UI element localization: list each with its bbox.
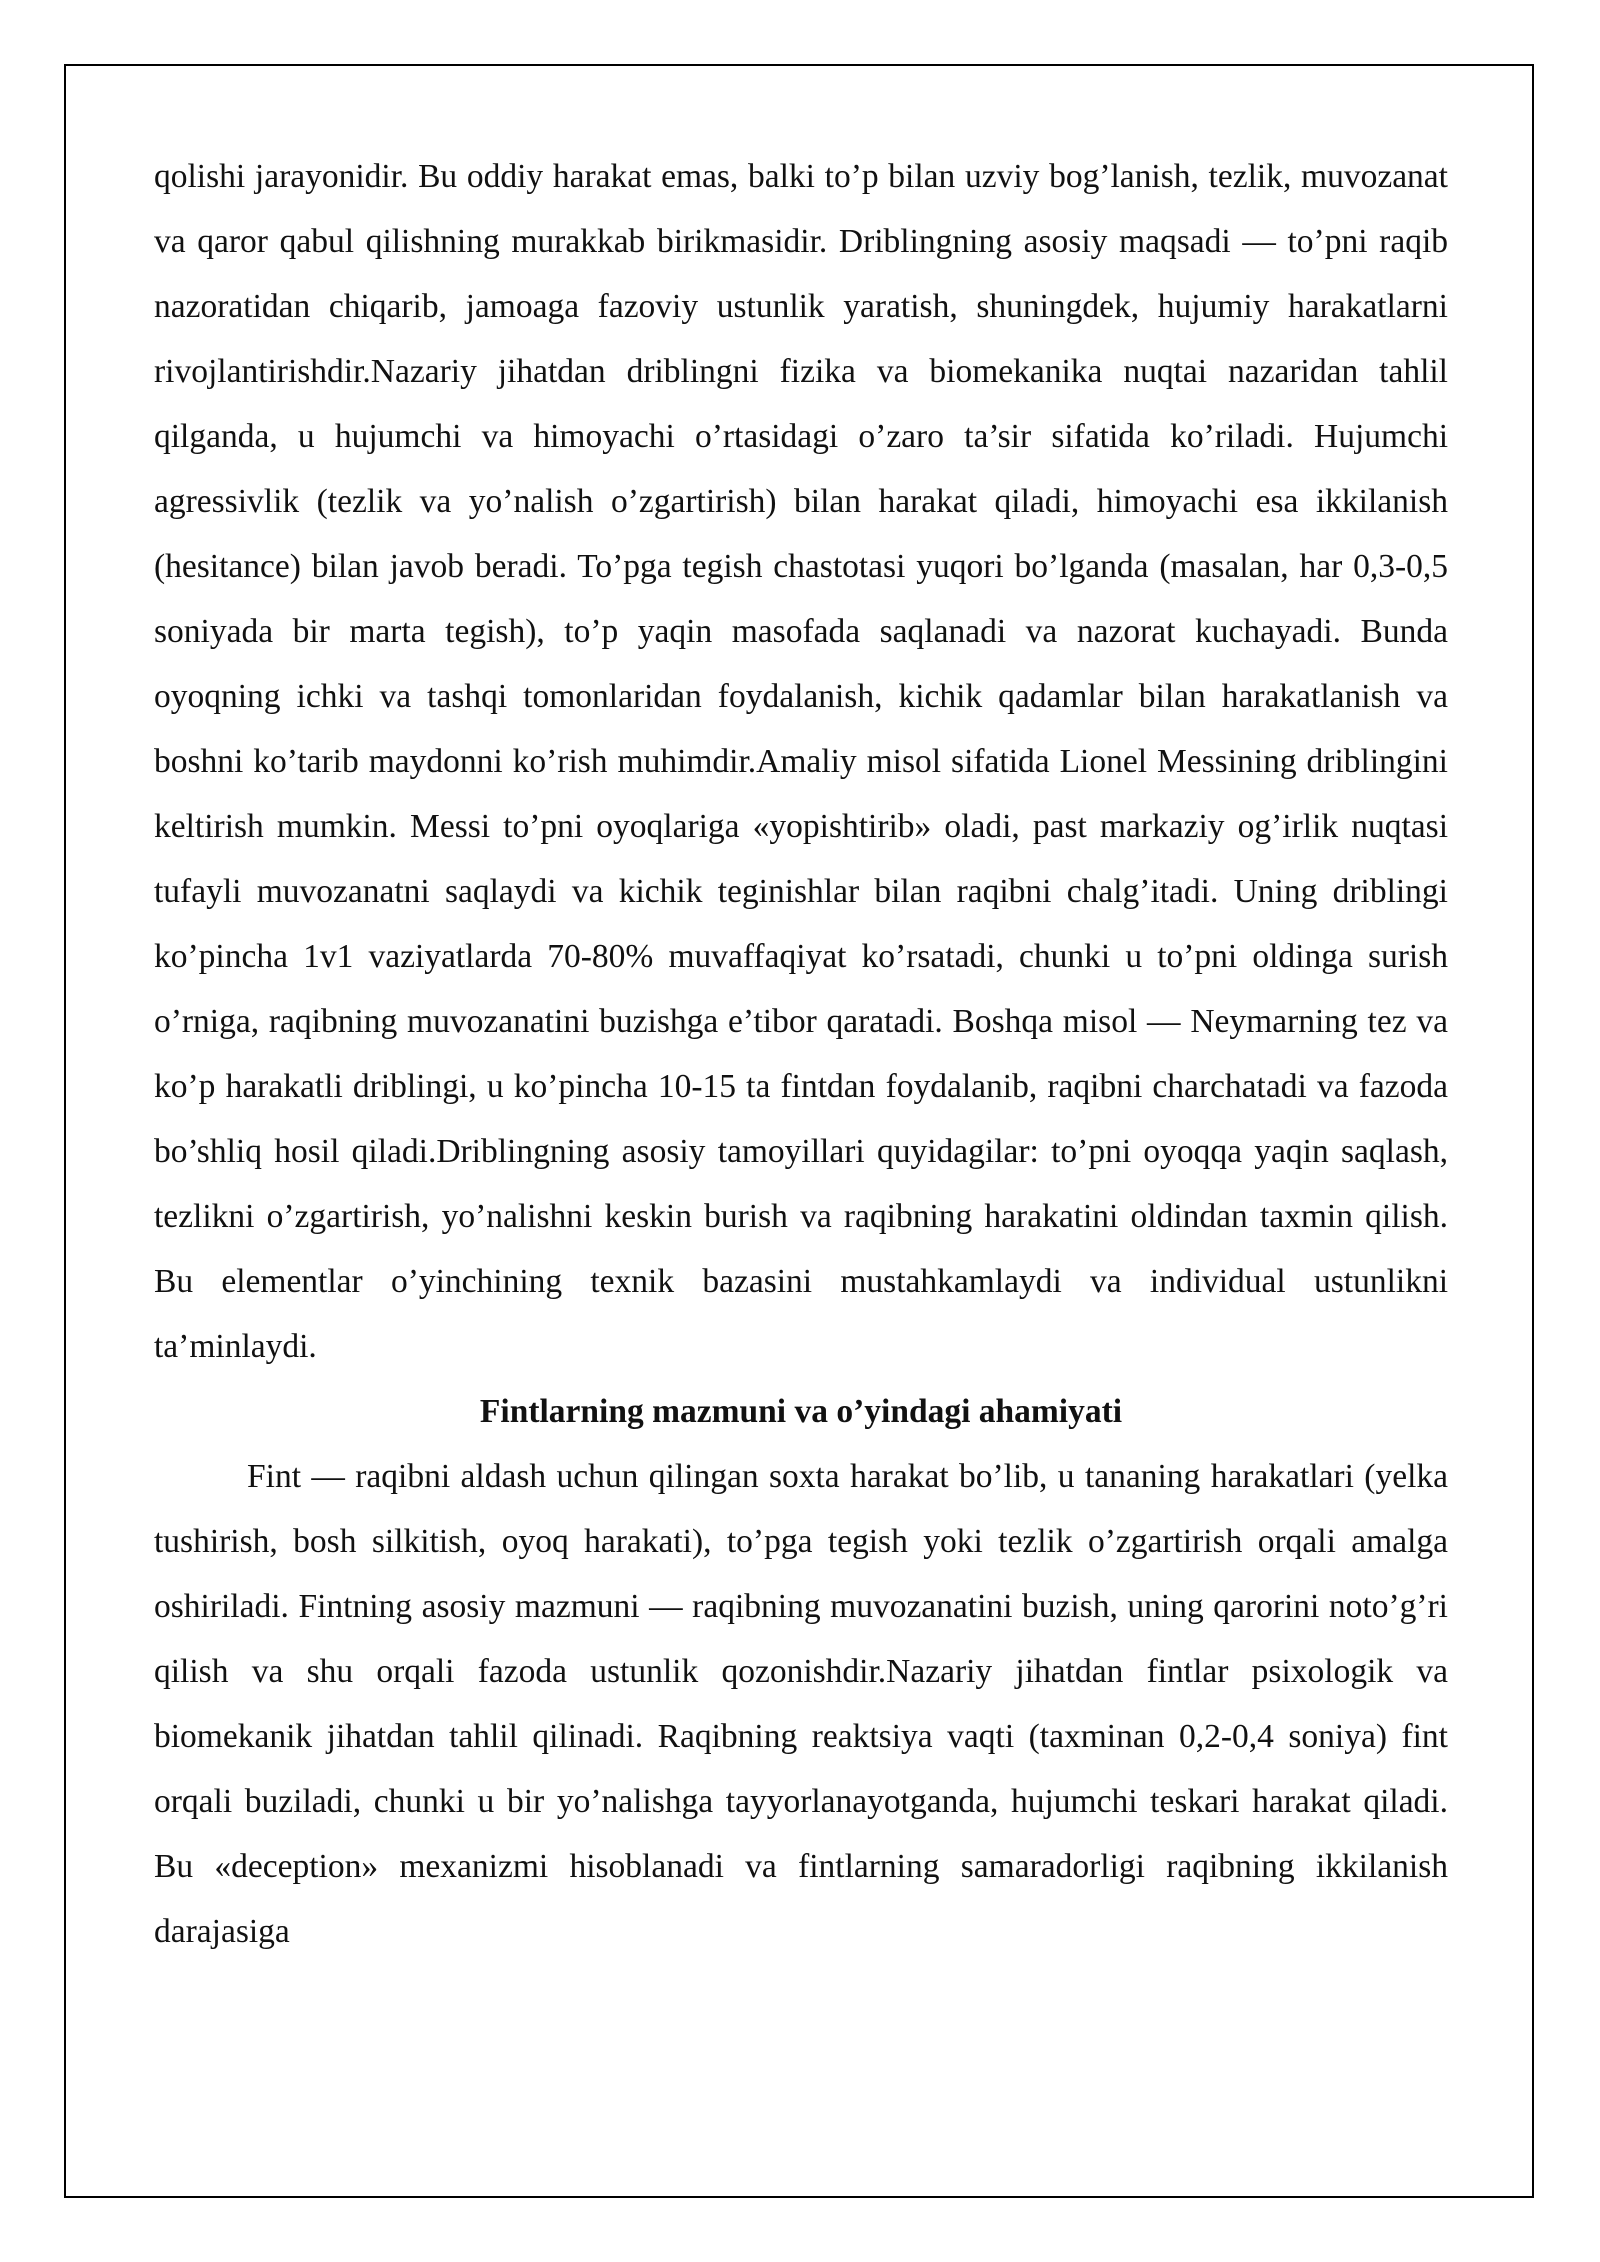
document-body [154, 144, 1448, 1964]
section-heading: Fintlarning mazmuni va o’yindagi ahamiyati [479, 1393, 1123, 1430]
body-paragraph-dribbling: qolishi jarayonidir. Bu oddiy harakat emas, balki to’p bilan uzviy bog’lanish, tezlik, muvozanat va qaror qabul qilishning murakkab birikmasidir. Driblingning asosiy maqsadi — to’pni raqib nazoratidan chiqarib, jamoaga fazoviy ustunlik yaratish, shuningdek, hujumiy harakatlarni rivojlantirishdir.Nazariy jihatdan driblingni fizika va biomekanika nuqtai nazaridan tahlil qilganda, u hujumchi va himoyachi o’rtasidagi o’zaro ta’sir sifatida ko’riladi. Hujumchi agressivlik (tezlik va yo’nalish o’zgartirish) bilan harakat qiladi, himoyachi esa ikkilanish (hesitance) bilan javob beradi. To’pga tegish chastotasi yuqori bo’lganda (masalan, har 0,3-0,5 soniyada bir marta tegish), to’p yaqin masofada saqlanadi va nazorat kuchayadi. Bunda oyoqning ichki va tashqi tomonlaridan foydalanish, kichik qadamlar bilan harakatlanish va boshni ko’tarib maydonni ko’rish muhimdir.Amaliy misol sifatida Lionel Messining driblingini keltirish mumkin. Messi to’pni oyoqlariga «yopishtirib» oladi, past markaziy og’irlik nuqtasi tufayli muvozanatni saqlaydi va kichik teginishlar bilan raqibni chalg’itadi. Uning driblingi ko’pincha 1v1 vaziyatlarda 70-80% muvaffaqiyat ko’rsatadi, chunki u to’pni oldinga surish o’rniga, raqibning muvozanatini buzishga e’tibor qaratadi. Boshqa misol — Neymarning tez va ko’p harakatli driblingi, u ko’pincha 10-15 ta fintdan foydalanib, raqibni charchatadi va fazoda bo’shliq hosil qiladi.Driblingning asosiy tamoyillari quyidagilar: to’pni oyoqqa yaqin saqlash, tezlikni o’zgartirish, yo’nalishni keskin burish va raqibning harakatini oldindan taxmin qilish. Bu elementlar o’yinchining texnik bazasini mustahkamlaydi va individual ustunlikni ta’minlaydi. [154, 158, 1448, 1365]
body-paragraph-feints: Fint — raqibni aldash uchun qilingan soxta harakat bo’lib, u tananing harakatlari (yelka tushirish, bosh silkitish, oyoq harakati), to’pga tegish yoki tezlik o’zgartirish orqali amalga oshiriladi. Fintning asosiy mazmuni — raqibning muvozanatini buzish, uning qarorini noto’g’ri qilish va shu orqali fazoda ustunlik qozonishdir.Nazariy jihatdan fintlar psixologik va biomekanik jihatdan tahlil qilinadi. Raqibning reaktsiya vaqti (taxminan 0,2-0,4 soniya) fint orqali buziladi, chunki u bir yo’nalishga tayyorlanayotganda, hujumchi teskari harakat qiladi. Bu «deception» mexanizmi hisoblanadi va fintlarning samaradorligi raqibning ikkilanish darajasiga [154, 1458, 1448, 1950]
